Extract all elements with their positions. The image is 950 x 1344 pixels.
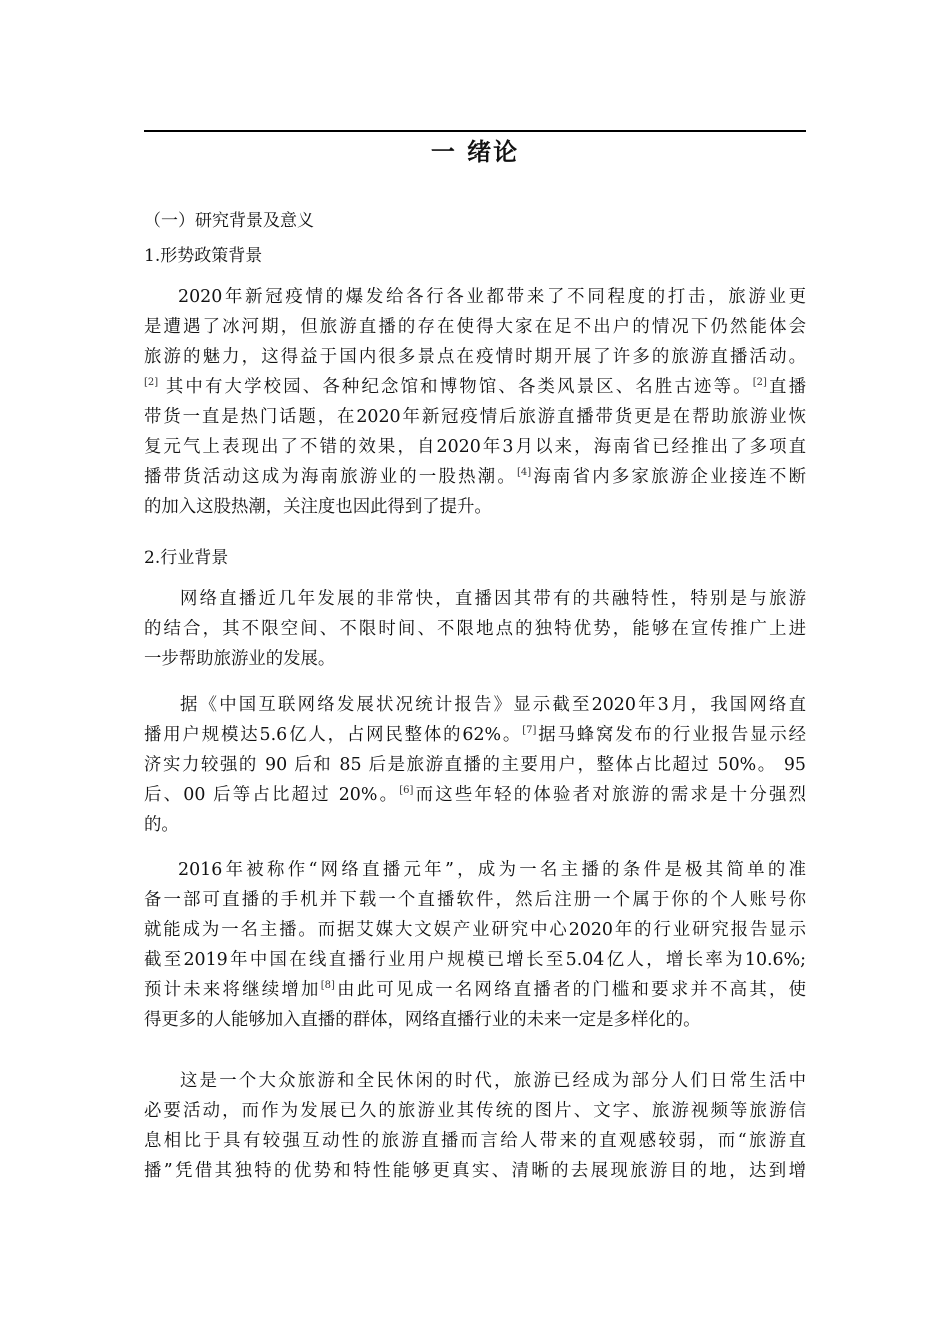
citation-ref[interactable]: [4] <box>516 467 532 478</box>
paragraph-industry-2 <box>144 690 806 840</box>
text-line: 2016年被称作“网络直播元年”，成为一名主播的条件是极其简单的准 <box>178 860 806 880</box>
text-line: 备一部可直播的手机并下载一个直播软件，然后注册一个属于你的个人账号你 <box>144 890 806 910</box>
text-line: 据《中国互联网络发展状况统计报告》显示截至2020年3月，我国网络直 <box>180 695 806 715</box>
paragraph-industry-3 <box>144 855 806 1035</box>
text-line <box>144 462 806 492</box>
text-line: 息相比于具有较强互动性的旅游直播而言给人带来的直观感较弱，而“旅游直 <box>144 1131 806 1151</box>
subsection-heading-policy: 1.形势政策背景 <box>144 246 263 266</box>
text-line: 旅游的魅力，这得益于国内很多景点在疫情时期开展了许多的旅游直播活动。 <box>144 347 806 367</box>
citation-ref[interactable]: [8] <box>320 980 335 991</box>
text-line: 是遭遇了冰河期，但旅游直播的存在使得大家在足不出户的情况下仍然能体会 <box>144 317 806 337</box>
text-segment: 其中有大学校园、各种纪念馆和博物馆、各类风景区、名胜古迹等。 <box>158 377 753 397</box>
text-line: 复元气上表现出了不错的效果，自2020年3月以来，海南省已经推出了多项直 <box>144 437 806 457</box>
text-line <box>144 975 806 1005</box>
text-line: 的。 <box>144 815 179 835</box>
text-segment: 后、00 后等占比超过 20%。 <box>144 785 400 805</box>
text-segment: 预计未来将继续增加 <box>144 980 321 1000</box>
text-line: 2020年新冠疫情的爆发给各行各业都带来了不同程度的打击，旅游业更 <box>178 287 806 307</box>
chapter-title: 一 绪论 <box>430 138 520 166</box>
text-line: 带货一直是热门话题，在2020年新冠疫情后旅游直播带货更是在帮助旅游业恢 <box>144 407 806 427</box>
text-segment: 由此可见成一名网络直播者的门槛和要求并不高其，使 <box>334 980 806 1000</box>
text-line: 一步帮助旅游业的发展。 <box>144 649 336 669</box>
citation-ref[interactable]: [2] <box>144 377 159 388</box>
text-line: 的结合，其不限空间、不限时间、不限地点的独特优势，能够在宣传推广上进 <box>144 619 806 639</box>
section-heading: （一）研究背景及意义 <box>144 211 314 231</box>
paragraph-industry-4 <box>144 1066 806 1186</box>
text-line <box>144 372 806 402</box>
text-line: 播”凭借其独特的优势和特性能够更真实、清晰的去展现旅游目的地，达到增 <box>144 1161 806 1181</box>
text-line: 网络直播近几年发展的非常快，直播因其带有的共融特性，特别是与旅游 <box>180 589 806 609</box>
text-line: 必要活动，而作为发展已久的旅游业其传统的图片、文字、旅游视频等旅游信 <box>144 1101 806 1121</box>
text-line: 济实力较强的 90 后和 85 后是旅游直播的主要用户，整体占比超过 50%。 95 <box>144 755 806 775</box>
citation-ref[interactable]: [7] <box>522 725 537 736</box>
text-segment: 海南省内多家旅游企业接连不断 <box>531 467 806 487</box>
text-segment: 而这些年轻的体验者对旅游的需求是十分强烈 <box>413 785 806 805</box>
subsection-heading-industry: 2.行业背景 <box>144 548 229 568</box>
citation-ref[interactable]: [2] <box>752 377 767 388</box>
text-line: 截至2019年中国在线直播行业用户规模已增长至5.04亿人，增长率为10.6%; <box>144 950 806 970</box>
text-segment: 据马蜂窝发布的行业报告显示经 <box>536 725 806 745</box>
citation-ref[interactable]: [6] <box>399 785 414 796</box>
text-line: 的加入这股热潮，关注度也因此得到了提升。 <box>144 497 492 517</box>
text-segment: 播用户规模达5.6亿人，占网民整体的62%。 <box>144 725 523 745</box>
text-line: 得更多的人能够加入直播的群体，网络直播行业的未来一定是多样化的。 <box>144 1010 701 1030</box>
text-line: 这是一个大众旅游和全民休闲的时代，旅游已经成为部分人们日常生活中 <box>180 1071 806 1091</box>
text-line <box>144 780 806 810</box>
paragraph-industry-1 <box>144 584 806 674</box>
paragraph-policy-background <box>144 282 806 522</box>
text-line <box>144 720 806 750</box>
header-rule <box>144 130 806 132</box>
text-segment: 直播 <box>766 377 806 397</box>
text-segment: 播带货活动这成为海南旅游业的一股热潮。 <box>144 467 517 487</box>
text-line: 就能成为一名主播。而据艾媒大文娱产业研究中心2020年的行业研究报告显示 <box>144 920 806 940</box>
